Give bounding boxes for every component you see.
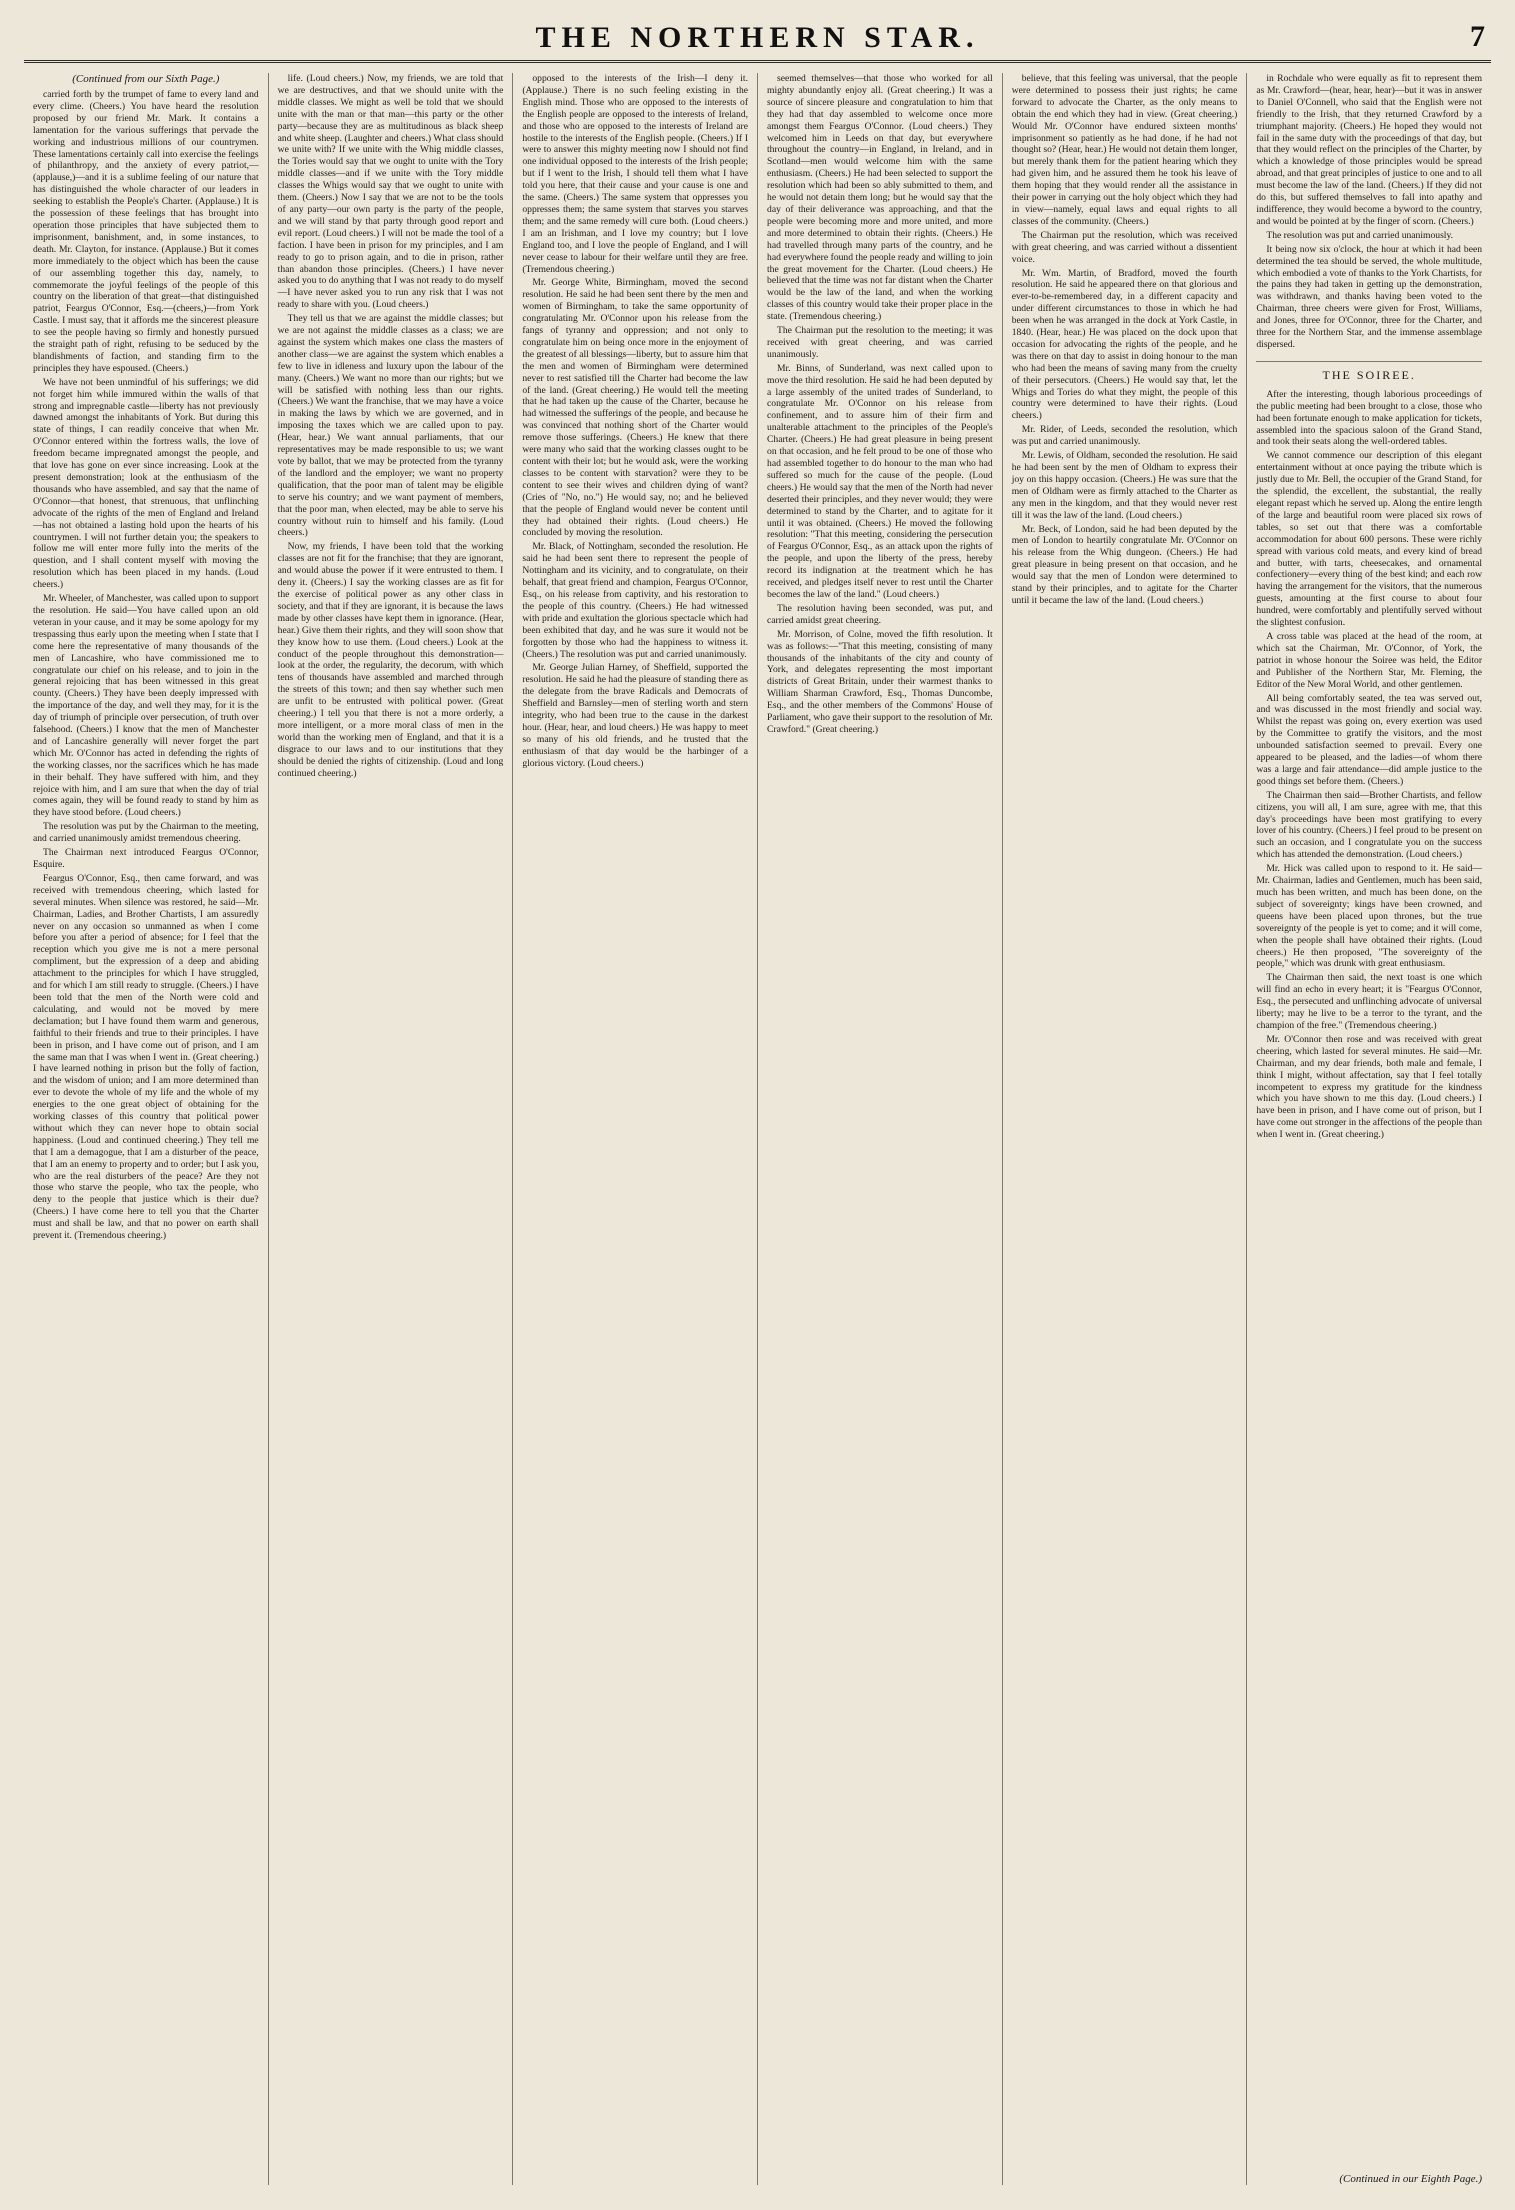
article-paragraph: The resolution was put by the Chairman to the meeting, and carried unanimously amidst tremendous cheering. (33, 821, 259, 845)
article-paragraph: Mr. Binns, of Sunderland, was next called upon to move the third resolution. He said he had been deputed by a large assembly of the united trades of Sunderland, to congratulate Mr. O'Connor on his release from confinement, and to assure him of their firm and unalterable attachment to the principles of the People's Charter. (Cheers.) He had great pleasure in being present on that occasion, and he felt proud to be one of those who had assembled together to do honour to the man who had suffered so much for the cause of the people. (Loud cheers.) He would say that the men of the North had never deserted their principles, and they never would; they were determined to stand by the Charter, and to agitate for it until it was obtained. (Cheers.) He moved the following resolution: "That this meeting, considering the persecution of Feargus O'Connor, Esq., as an attack upon the rights of the people, and upon the liberty of the press, hereby record its indignation at the treatment which he has received, and pledges itself never to rest until the Charter becomes the law of the land." (Loud cheers.) (767, 362, 993, 600)
article-paragraph: We have not been unmindful of his sufferings; we did not forget him while immured within the walls of that strong and impregnable castle—liberty has not previously dawned amongst the inhabitants of York. But during this state of things, I can readily conceive that when Mr. O'Connor entered within the fortress walls, the love of freedom became impregnated amongst the people, and that love has gone on ever since increasing. Look at the present demonstration; look at the enthusiasm of the thousands who have assembled, and say that the name of O'Connor—that honest, that strenuous, that unflinching advocate of the rights of the men of England and Ireland—has not obtained a lasting hold upon the hearts of his countrymen. I will not further detain you; the speakers to follow me will enter more fully into the merits of the question, and I shall content myself with moving the resolution which has been placed in my hands. (Loud cheers.) (33, 376, 259, 591)
article-paragraph: opposed to the interests of the Irish—I deny it. (Applause.) There is no such feeling existing in the English mind. Those who are opposed to the interests of the English people are opposed to the interests of Ireland, and those who are opposed to the interests of Ireland are hostile to the interests of the English people. (Cheers.) If I were to answer this mighty meeting now I should not find one individual opposed to the interests of the Irish people; but if I went to the Irish, I should tell them what I have told you here, that their cause and your cause is one and the same. (Cheers.) The same system that oppresses you oppresses them; the same system that starves you starves them; and the same remedy will cure both. (Loud cheers.) I am an Irishman, and I love my country; but I love England too, and I love the people of England, and I will never cease to labour for their welfare until they are free. (Tremendous cheering.) (522, 73, 749, 275)
soiree-heading: THE SOIREE. (1256, 361, 1482, 383)
masthead (24, 16, 1491, 63)
article-paragraph: life. (Loud cheers.) Now, my friends, we are told that we are destructives, and that we should unite with the middle classes. We might as well be told that we should unite with the man or that man—this party or the other party—because they are as multitudinous as black sheep and white sheep. (Laughter and cheers.) What class should we unite with? If we unite with the Whig middle classes, the Tories would say that we ought to unite with the Tory middle classes—and if we unite with the Tory middle classes the Whigs would say that we ought to unite with them. (Cheers.) Now I say that we are not to be the tools of any party—our own party is the party of the people, and we will stand by that party through good report and evil report. (Loud cheers.) I will not be made the tool of a faction. I have been in prison for my principles, and I am ready to go to prison again, and to die in prison, rather than abandon those principles. (Cheers.) I have never asked you to do anything that I was not ready to do myself—I have never asked you to run any risk that I was not ready to share with you. (Loud cheers.) (277, 73, 504, 311)
article-paragraph: carried forth by the trumpet of fame to every land and every clime. (Cheers.) You have heard the resolution proposed by our friend Mr. Mark. It contains a lamentation for the various sufferings that pervade the working and industrious millions of our countrymen. These lamentations certainly call into exercise the feelings of philanthropy, and the anxiety of every patriot,—(applause,)—and it is a sublime feeling of our nature that has distinguished the whole character of our leaders in seeking to establish the People's Charter. (Applause.) It is the possession of these feelings that has brought into operation those principles that have subjected them to imprisonment, banishment, and, in some instances, to death. Mr. Clayton, for instance. (Applause.) But it comes more immediately to the object which has been the cause of our assembling together this day, namely, to commemorate the joyful feelings of the people of this country on the liberation of that great—that distinguished patriot, Feargus O'Connor, Esq.—(cheers,)—from York Castle. I must say, that it affords me the sincerest pleasure to see the people having so firmly and honestly pursued the straight path of right, refusing to be seduced by the blandishments of faction, and standing firm to the principles they have espoused. (Cheers.) (33, 89, 259, 374)
article-paragraph: seemed themselves—that those who worked for all mighty abundantly enjoy all. (Great cheering.) It was a source of sincere pleasure and congratulation to him that they had that day assembled to welcome once more amongst them Feargus O'Connor. (Loud cheers.) They welcomed him in Leeds on that day, but everywhere throughout the country—in England, in Ireland, and in Scotland—men would welcome him with the same enthusiasm. (Cheers.) He had been selected to support the resolution which had been so ably submitted to them, and he would not detain them long; but he would say that the day of their deliverance was approaching, and that the people were becoming more and more united, and more and more determined to obtain their rights. (Cheers.) He had travelled through many parts of the country, and he had everywhere found the people ready and willing to join the great movement for the Charter. (Loud cheers.) He believed that the time was not far distant when the Charter would be the law of the land, and when the working classes of this country would take their proper place in the state. (Tremendous cheering.) (767, 73, 993, 323)
article-paragraph: in Rochdale who were equally as fit to represent them as Mr. Crawford—(hear, hear, hear)—but it was in answer to Daniel O'Connell, who said that the English were not friendly to the Irish, that they returned Crawford by a triumphant majority. (Cheers.) He hoped they would not fail in the same duty with the proceedings of that day, but that they would reflect on the principles of the Charter, by which a knowledge of those principles would be spread abroad, and that great principles of justice to one and to all must become the law of the land. (Cheers.) If they did not do this, but suffered themselves to fall into apathy and indifference, they would become a byword to the country, and would be pointed at by the finger of scorn. (Cheers.) (1256, 73, 1483, 227)
article-paragraph: Mr. Wm. Martin, of Bradford, moved the fourth resolution. He said he appeared there on that glorious and ever-to-be-remembered day, in a different capacity and under different circumstances to those in which he had been when he was arranged in the dock at York Castle, in 1840. (Hear, hear.) He was placed on the dock upon that occasion for advocating the rights of the people, and he was there on that day to assist in doing honour to the man who had been the means of saving many from the cruelty of their persecutors. (Cheers.) He would say that, let the Whigs and Tories do what they might, the people of this country were determined to have their rights. (Loud cheers.) (1011, 267, 1238, 422)
article-paragraph: A cross table was placed at the head of the room, at which sat the Chairman, Mr. O'Connor, of York, the patriot in whose honour the Soiree was held, the Editor and Publisher of the Northern Star, Mr. Fleming, the Editor of the New Moral World, and other gentlemen. (1256, 630, 1483, 690)
column-6 (1247, 73, 1491, 2185)
article-paragraph: The Chairman put the resolution to the meeting; it was received with great cheering, and was carried unanimously. (767, 325, 993, 360)
article-paragraph: After the interesting, though laborious proceedings of the public meeting had been brought to a close, those who had been fortunate enough to make application for tickets, assembled into the spacious saloon of the Grand Stand, and took their seats along the well-ordered tables. (1256, 388, 1483, 448)
article-paragraph: The resolution was put and carried unanimously. (1266, 229, 1454, 241)
continued-from-note: (Continued from our Sixth Page.) (72, 73, 220, 85)
column-5 (1003, 73, 1248, 2185)
article-paragraph: believe, that this feeling was universal, that the people were determined to possess their just rights; he came forward to advocate the Charter, as the only means to obtain the end which they had in view. (Great cheering.) Would Mr. O'Connor have endured sixteen months' imprisonment so patiently as he had done, if he had not thought so? (Hear, hear.) He would not detain them longer, but merely thank them for the patient hearing which they had given him, and he assured them he took his leave of them hoping that they would render all the assistance in their power in carrying out the holy object which they had in view—namely, equal laws and equal rights to all classes of the community. (Cheers.) (1011, 73, 1238, 227)
article-paragraph: Mr. Wheeler, of Manchester, was called upon to support the resolution. He said—You have called upon an old veteran in your cause, and it may be some apology for my trespassing thus early upon the meeting when I state that I come here the representative of many thousands of the men of Lancashire, who have commissioned me to congratulate our chief on his release, and to join in the general rejoicing that has been witnessed in this great county. (Cheers.) They have been deeply impressed with the importance of the day, and well they may, for it is the day of triumph of principle over persecution, of truth over falsehood. (Cheers.) I know that the men of Manchester and of Lancashire generally will never forget the part which Mr. O'Connor has acted in defending the rights of the working classes, nor the sacrifices which he has made in their behalf. They have suffered with him, and they rejoice with him, and I am sure that when the day of trial comes again, they will be found ready to stand by him as they have stood before. (Loud cheers.) (33, 593, 259, 819)
article-paragraph: We cannot commence our description of this elegant entertainment without at once paying the tribute which is justly due to Mr. Bell, the occupier of the Grand Stand, for the splendid, the excellent, the substantial, the really elegant repast which he served up. Along the entire length of the large and beautiful room were placed six rows of tables, so set out that there was a comfortable accommodation for about 600 persons. These were richly spread with various cold meats, and every kind of bread and butter, with tarts, cheesecakes, and ornamental confectionery—every thing of the best kind; and each row having the arrangement for the visitors, that the numerous guests, amounting at the first course to about four hundred, were comfortably and plentifully served without the slightest confusion. (1256, 450, 1483, 629)
article-paragraph: Now, my friends, I have been told that the working classes are not fit for the franchise; that they are ignorant, and would abuse the power if it were entrusted to them. I deny it. (Cheers.) I say the working classes are as fit for the exercise of political power as any other class in society, and that if they are ignorant, it is because the laws made by other classes have kept them in ignorance. (Hear, hear.) Give them their rights, and they will soon show that they know how to use them. (Loud cheers.) Look at the conduct of the people throughout this demonstration—look at the order, the regularity, the decorum, with which tens of thousands have assembled and marched through the streets of this town; and then say whether such men are unfit to be entrusted with political power. (Great cheering.) I tell you that there is not a more orderly, a more intelligent, or a more moral class of men in the world than the working men of England, and that it is a disgrace to our laws and to our institutions that they should be denied the rights of citizenship. (Loud and long continued cheering.) (277, 541, 504, 779)
column-2 (269, 73, 514, 2185)
article-paragraph: The Chairman then said—Brother Chartists, and fellow citizens, you will all, I am sure, agree with me, that this day's proceedings have been most gratifying to every lover of his country. (Cheers.) I feel proud to be present on such an occasion, and I congratulate you on the success which has attended the demonstration. (Loud cheers.) (1256, 789, 1483, 861)
newspaper-title: THE NORTHERN STAR. (535, 21, 980, 54)
article-paragraph: The Chairman put the resolution, which was received with great cheering, and was carried without a dissentient voice. (1011, 229, 1238, 265)
article-paragraph: Mr. Rider, of Leeds, seconded the resolution, which was put and carried unanimously. (1011, 424, 1238, 448)
article-paragraph: Mr. Black, of Nottingham, seconded the resolution. He said he had been sent there to represent the people of Nottingham and its vicinity, and to congratulate, on their behalf, that great friend and champion, Feargus O'Connor, Esq., on his release from captivity, and his restoration to the people of this country. (Cheers.) He had witnessed with pride and exultation the glorious spectacle which had been exhibited that day, and he was sure it would not be forgotten by those who had the happiness to witness it. (Cheers.) The resolution was put and carried unanimously. (522, 541, 749, 660)
article-paragraph: The Chairman next introduced Feargus O'Connor, Esquire. (33, 847, 259, 870)
column-1 (24, 73, 269, 2185)
article-paragraph: The Chairman then said, the next toast is one which will find an echo in every heart; it is "Feargus O'Connor, Esq., the persecuted and unflinching advocate of universal liberty; may he live to be a terror to the tyrant, and the champion of the free." (Tremendous cheering.) (1256, 972, 1483, 1031)
article-paragraph: All being comfortably seated, the tea was served out, and was discussed in the most friendly and social way. Whilst the repast was going on, every exertion was used by the Committee to gratify the visitors, and the most unbounded satisfaction seemed to prevail. Every one appeared to be pleased, and the ladies—of whom there was a large and fair attendance—did ample justice to the good things set before them. (Cheers.) (1256, 692, 1483, 787)
text-columns (24, 73, 1491, 2185)
article-paragraph: Mr. Hick was called upon to respond to it. He said—Mr. Chairman, ladies and Gentlemen, much has been said, much has been written, and much has been done, on the subject of sovereignty; kings have been crowned, and queens have been placed upon thrones, but the true sovereignty of the people is yet to come; and it will come, when the people shall have obtained their rights. (Loud cheers.) He then proposed, "The sovereignty of the people," which was drunk with great enthusiasm. (1256, 863, 1483, 970)
article-paragraph: Mr. Beck, of London, said he had been deputed by the men of London to heartily congratulate Mr. O'Connor on his release from the Whig dungeon. (Cheers.) He had great pleasure in being present on that occasion, and he would say that the men of London were determined to stand by their principles, and to agitate for the Charter until it became the law of the land. (Loud cheers.) (1011, 523, 1238, 606)
article-paragraph: Mr. Morrison, of Colne, moved the fifth resolution. It was as follows:—"That this meeting, consisting of many thousands of the inhabitants of the city and county of York, and delegates representing the most important districts of Great Britain, under their warmest thanks to William Sharman Crawford, Esq., Thomas Duncombe, Esq., and the other members of the Commons' House of Parliament, who gave their support to the resolution of Mr. Crawford." (Great cheering.) (767, 628, 993, 735)
article-paragraph: Mr. George Julian Harney, of Sheffield, supported the resolution. He said he had the pleasure of standing there as the delegate from the brave Radicals and Democrats of Sheffield and Barnsley—men of sterling worth and stern integrity, who had been true to the cause in the darkest hour. (Hear, hear, and loud cheers.) He was happy to meet so many of his old friends, and he trusted that the enthusiasm of that day would be the harbinger of a glorious victory. (Loud cheers.) (522, 662, 749, 769)
article-paragraph: Feargus O'Connor, Esq., then came forward, and was received with tremendous cheering, which lasted for several minutes. When silence was restored, he said—Mr. Chairman, Ladies, and Brother Chartists, I am assuredly never on any occasion so unmanned as when I come before you after a period of absence; for I feel that the reception which you give me is not a mere personal compliment, but the expression of a deep and abiding attachment to the principles for which I have struggled, and for which I am still ready to struggle. (Cheers.) I have been told that the men of the North were cold and calculating, and would not be moved by mere declamation; but I have found them warm and generous, faithful to their friends and true to their principles. I have been in prison, and I have come out of prison, and I am the same man that I was when I went in. (Great cheering.) I have learned nothing in prison but the folly of faction, and the wisdom of union; and I am more determined than ever to devote the whole of my life and the whole of my energies to the one great object of obtaining for the working classes of this country that political power without which they can never hope to obtain social happiness. (Loud and continued cheering.) They tell me that I am a demagogue, that I am a disturber of the peace, that I am an enemy to property and to order; but I ask you, who are the real disturbers of the peace? Are they not those who starve the people, who tax the people, who deny to the people that justice which is their due? (Cheers.) I have come here to tell you that the Charter must and shall be law, and that no power on earth shall prevent it. (Tremendous cheering.) (33, 872, 259, 1242)
page-number: 7 (1470, 20, 1485, 53)
column-4 (758, 73, 1003, 2185)
article-paragraph: They tell us that we are against the middle classes; but we are not against the middle classes as a class; we are against the system which makes one class the masters of another class—we are against the system which enables a few to live in idleness and luxury upon the labour of the many. (Cheers.) We want no more than our rights; but we will be satisfied with nothing less than our rights. (Cheers.) We want the franchise, that we may have a voice in making the laws by which we are governed, and in imposing the taxes which we are called upon to pay. (Hear, hear.) We want annual parliaments, that our representatives may be made responsible to us; we want vote by ballot, that we may be protected from the tyranny of the landlord and the employer; we want no property qualification, that the poor man of talent may be eligible to serve his country; and we want payment of members, that the poor man, when elected, may be able to serve his country without ruin to himself and his family. (Loud cheers.) (277, 313, 504, 539)
article-paragraph: The resolution having been seconded, was put, and carried amidst great cheering. (767, 602, 993, 626)
column-3 (513, 73, 758, 2185)
article-paragraph: Mr. George White, Birmingham, moved the second resolution. He said he had been sent there by the men and women of Birmingham, to take the same opportunity of congratulating Mr. O'Connor upon his release from the fangs of tyranny and oppression; and not only to congratulate him on being once more in the enjoyment of the greatest of all blessings—liberty, but to assure him that the men and women of Birmingham were determined never to rest satisfied till the Charter had become the law of the land. (Great cheering.) He would tell the meeting that he had taken up the cause of the Charter, because he had witnessed the sufferings of the people, and because he was convinced that nothing short of the Charter would remove those sufferings. (Cheers.) He knew that there were many who said that the working classes ought to be content with their lot; but he would ask, were the working classes to be content with starvation? were they to be content to see their wives and children dying of want? (Cries of "No, no.") He would say, no; and he believed that the people of England would never be content until they had obtained their rights. (Loud cheers.) He concluded by moving the resolution. (522, 277, 749, 539)
continued-in-note: (Continued in our Eighth Page.) (1339, 2173, 1483, 2185)
article-paragraph: Mr. O'Connor then rose and was received with great cheering, which lasted for several minutes. He said—Mr. Chairman, and my dear friends, both male and female, I think I might, without affectation, say that I feel totally incompetent to express my gratitude for the kindness which you have shown to me this day. (Loud cheers.) I have been in prison, and I have come out of prison, but I have come out stronger in the affections of the people than when I went in. (Great cheering.) (1256, 1033, 1483, 1141)
article-paragraph: It being now six o'clock, the hour at which it had been determined the tea should be served, the whole multitude, which embodied a vote of thanks to the York Chartists, for the pains they had taken in getting up the demonstration, was withdrawn, and thanks having been voted to the Chairman, three cheers were given for Frost, Williams, and Jones, three for O'Connor, three for the Charter, and three for the Northern Star, and the immense assemblage dispersed. (1256, 243, 1483, 350)
article-paragraph: Mr. Lewis, of Oldham, seconded the resolution. He said he had been sent by the men of Oldham to express their joy on this happy occasion. (Cheers.) He was sure that the men of Oldham were as firmly attached to the Charter as any men in the kingdom, and that they would never rest till it was the law of the land. (Loud cheers.) (1011, 450, 1238, 521)
